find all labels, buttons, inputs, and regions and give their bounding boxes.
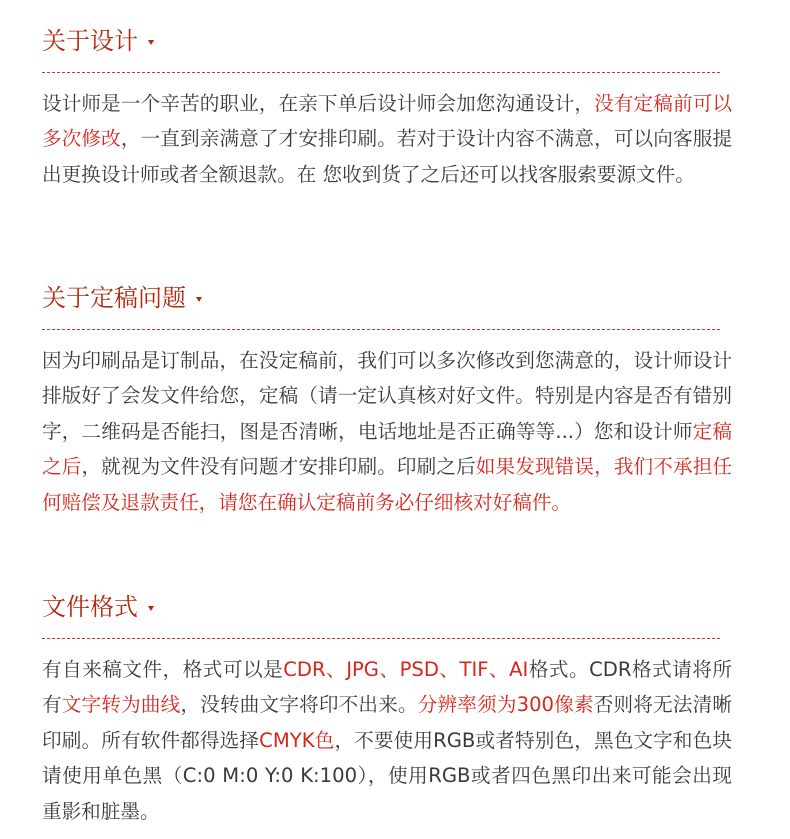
dashed-divider [42,72,720,73]
paragraph-run: 格式。CDR格式请将所有 [42,658,733,717]
dashed-divider [42,329,720,330]
highlighted-run: 文字转为曲线 [61,693,181,717]
highlighted-run: 分辨率须为300像素 [417,693,594,717]
paragraph-run: 设计师是一个辛苦的职业，在亲下单后设计师会加您沟通设计， [42,92,595,115]
paragraph-run: 有自来稿文件，格式可以是 [42,658,284,681]
highlighted-run: 定稿之后 [42,419,733,479]
paragraph-run: 因为印刷品是订制品，在没定稿前，我们可以多次修改到您满意的，设计师设计排版好了会发文件给您，定稿（请一定认真核对好文件。特别是内容是否有错别字，二维码是否能扫，图是否清晰，电话地址是否正确等等...）您和设计师 [42,349,732,443]
section-paragraph [42,86,732,192]
caret-down-icon [196,297,202,302]
paragraph-run: ，一直到亲满意了才安排印刷。若对于设计内容不满意，可以向客服提出更换设计师或者全额退款。在 您收到货了之后还可以找客服索要源文件。 [42,127,733,186]
dashed-divider [42,638,720,639]
section-file-format [42,592,733,823]
paragraph-run: ，没转曲文字将印不出来。 [180,693,418,717]
caret-down-icon [148,606,154,611]
highlighted-run: CDR、JPG、PSD、TIF、AI [283,658,529,681]
section-paragraph [42,343,732,520]
section-title-text: 关于定稿问题 [42,284,186,312]
caret-down-icon [148,40,154,45]
section-title [42,592,732,622]
section-title-text: 文件格式 [42,593,138,621]
highlighted-run: 如果发现错误，我们不承担任何赔偿及退款责任，请您在确认定稿前务必仔细核对好稿件。 [42,455,733,514]
section-about-design [42,26,733,186]
section-title [42,26,732,56]
paragraph-run: ，就视为文件没有问题才安排印刷。印刷之后 [81,455,476,479]
section-title [42,283,732,313]
section-finalization [42,283,733,514]
highlighted-run: 没有定稿前可以多次修改 [42,92,733,151]
paragraph-run: ，不要使用RGB或者特别色，黑色文字和色块请使用单色黑（C:0 M:0 Y:0 K:100），使用RGB或者四色黑印出来可能会出现重影和脏墨。 [42,728,732,823]
section-title-text: 关于设计 [42,27,138,55]
section-paragraph [42,652,732,829]
paragraph-run: 否则将无法清晰印刷。所有软件都得选择 [42,693,733,752]
highlighted-run: CMYK色 [259,728,335,752]
